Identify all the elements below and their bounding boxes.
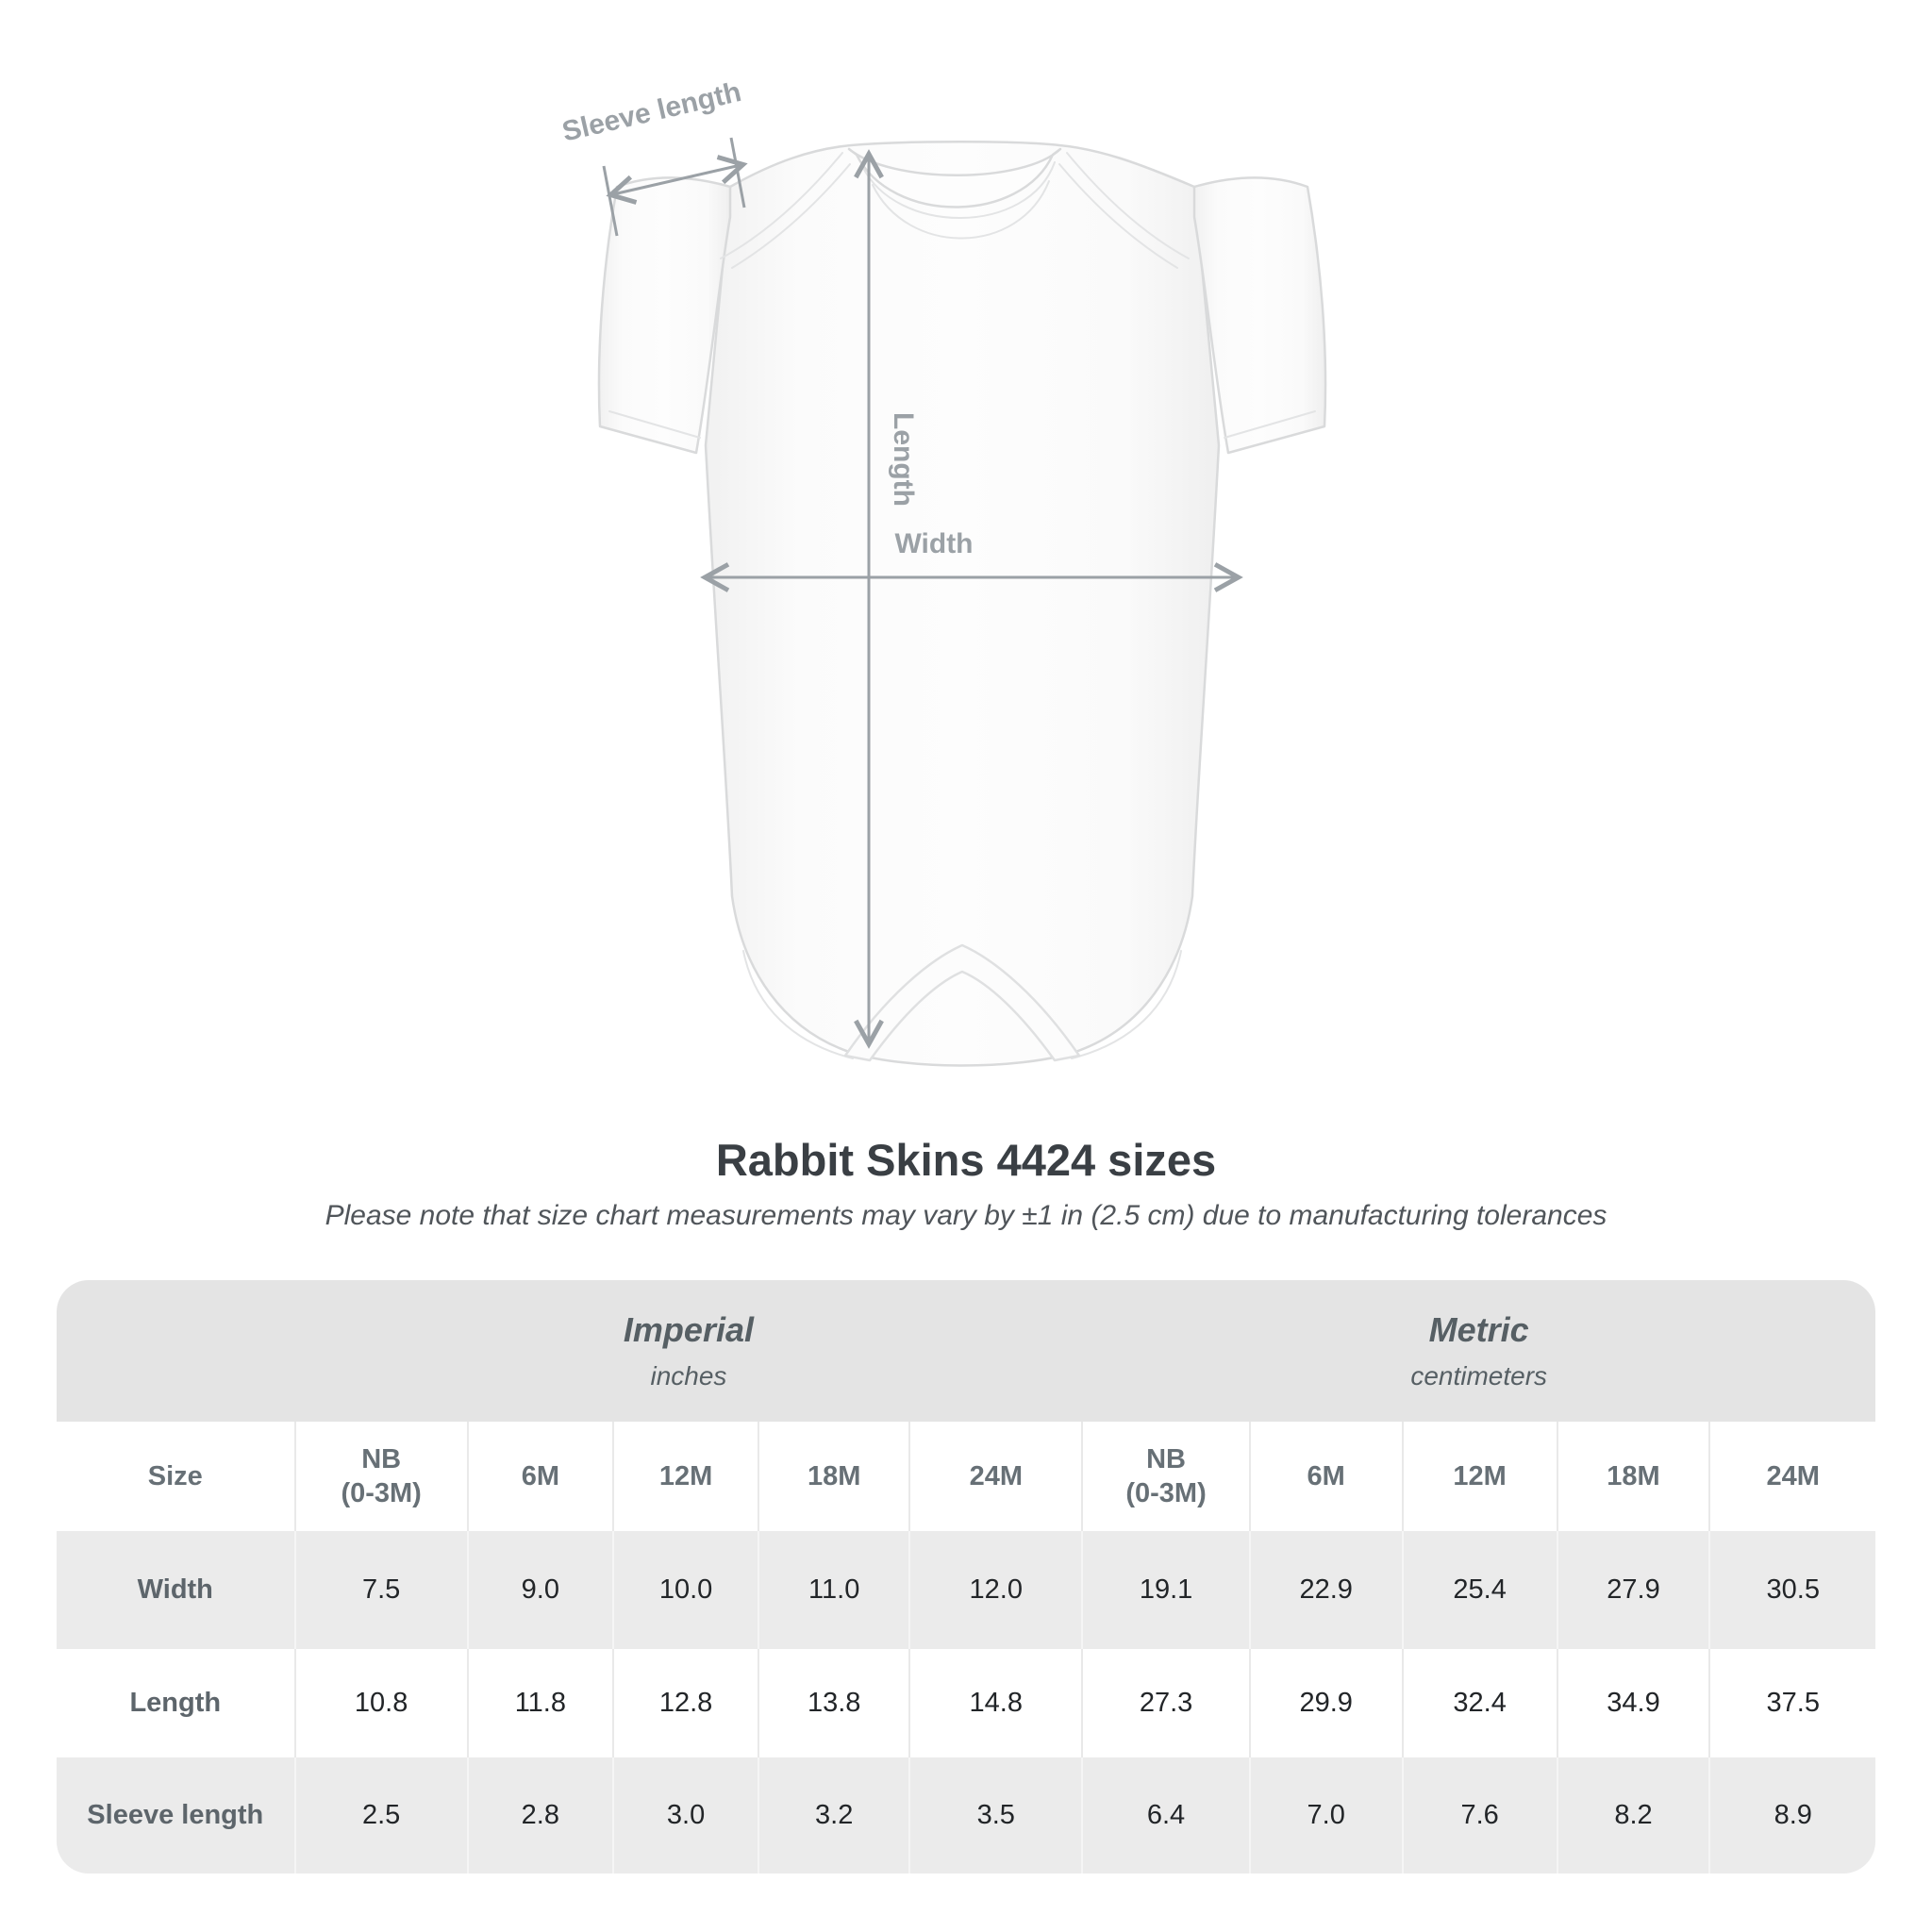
row-label-length: Length (129, 1688, 222, 1718)
size-header-imperial-12m: 12M (613, 1422, 758, 1531)
width-imperial-24m: 12.0 (909, 1531, 1082, 1649)
length-metric-12m: 32.4 (1403, 1649, 1557, 1757)
sleeve-imperial-12m: 3.0 (613, 1757, 758, 1874)
imperial-label: Imperial (623, 1310, 754, 1349)
size-header-metric-18m: 18M (1557, 1422, 1710, 1531)
length-imperial-18m: 13.8 (758, 1649, 909, 1757)
size-header-imperial-18m: 18M (758, 1422, 909, 1531)
size-header-metric-nb: NB (0-3M) (1082, 1422, 1249, 1531)
sleeve-imperial-6m: 2.8 (468, 1757, 613, 1874)
tolerance-note: Please note that size chart measurements may vary by ±1 in (2.5 cm) due to manufacturing tolerances (325, 1200, 1607, 1231)
width-imperial-nb: 7.5 (295, 1531, 468, 1649)
width-metric-12m: 25.4 (1403, 1531, 1557, 1649)
sleeve-metric-24m: 8.9 (1709, 1757, 1875, 1874)
width-metric-24m: 30.5 (1709, 1531, 1875, 1649)
size-chart-table (57, 1280, 1875, 1874)
size-header-imperial-nb: NB (0-3M) (295, 1422, 468, 1531)
metric-group-header (1082, 1280, 1875, 1422)
table-row-sleeve-length (57, 1757, 1875, 1874)
length-label: Length (888, 412, 919, 507)
width-metric-nb: 19.1 (1082, 1531, 1249, 1649)
bodysuit-illustration (599, 142, 1325, 1065)
width-imperial-18m: 11.0 (758, 1531, 909, 1649)
metric-unit: centimeters (1410, 1361, 1548, 1391)
sleeve-imperial-24m: 3.5 (909, 1757, 1082, 1874)
size-header-metric-12m: 12M (1403, 1422, 1557, 1531)
sleeve-length-label: Sleeve length (558, 75, 744, 148)
width-imperial-6m: 9.0 (468, 1531, 613, 1649)
length-metric-6m: 29.9 (1250, 1649, 1403, 1757)
table-row-width (57, 1531, 1875, 1649)
length-imperial-nb: 10.8 (295, 1649, 468, 1757)
length-metric-18m: 34.9 (1557, 1649, 1710, 1757)
sleeve-metric-18m: 8.2 (1557, 1757, 1710, 1874)
length-imperial-6m: 11.8 (468, 1649, 613, 1757)
chart-heading (0, 1137, 1932, 1233)
length-imperial-12m: 12.8 (613, 1649, 758, 1757)
band-corner-cell (57, 1280, 295, 1422)
size-chart-container (57, 1280, 1875, 1874)
bodysuit-torso (706, 142, 1219, 1065)
length-metric-24m: 37.5 (1709, 1649, 1875, 1757)
row-label-sleeve-length: Sleeve length (87, 1800, 264, 1830)
unit-group-row (57, 1280, 1875, 1422)
page-title: Rabbit Skins 4424 sizes (715, 1135, 1217, 1185)
row-label-width: Width (137, 1574, 213, 1605)
length-imperial-24m: 14.8 (909, 1649, 1082, 1757)
size-header-imperial-24m: 24M (909, 1422, 1082, 1531)
sleeve-metric-nb: 6.4 (1082, 1757, 1249, 1874)
size-header-row (57, 1422, 1875, 1531)
sleeve-imperial-18m: 3.2 (758, 1757, 909, 1874)
length-metric-nb: 27.3 (1082, 1649, 1249, 1757)
imperial-unit: inches (650, 1361, 727, 1391)
width-label: Width (894, 528, 974, 559)
sleeve-metric-6m: 7.0 (1250, 1757, 1403, 1874)
sleeve-imperial-nb: 2.5 (295, 1757, 468, 1874)
width-metric-6m: 22.9 (1250, 1531, 1403, 1649)
size-header-metric-6m: 6M (1250, 1422, 1403, 1531)
metric-label: Metric (1428, 1310, 1529, 1349)
width-imperial-12m: 10.0 (613, 1531, 758, 1649)
width-metric-18m: 27.9 (1557, 1531, 1710, 1649)
size-header-imperial-6m: 6M (468, 1422, 613, 1531)
sleeve-metric-12m: 7.6 (1403, 1757, 1557, 1874)
imperial-group-header (295, 1280, 1083, 1422)
size-corner-label: Size (147, 1460, 203, 1491)
table-row-length (57, 1649, 1875, 1757)
size-header-metric-24m: 24M (1709, 1422, 1875, 1531)
